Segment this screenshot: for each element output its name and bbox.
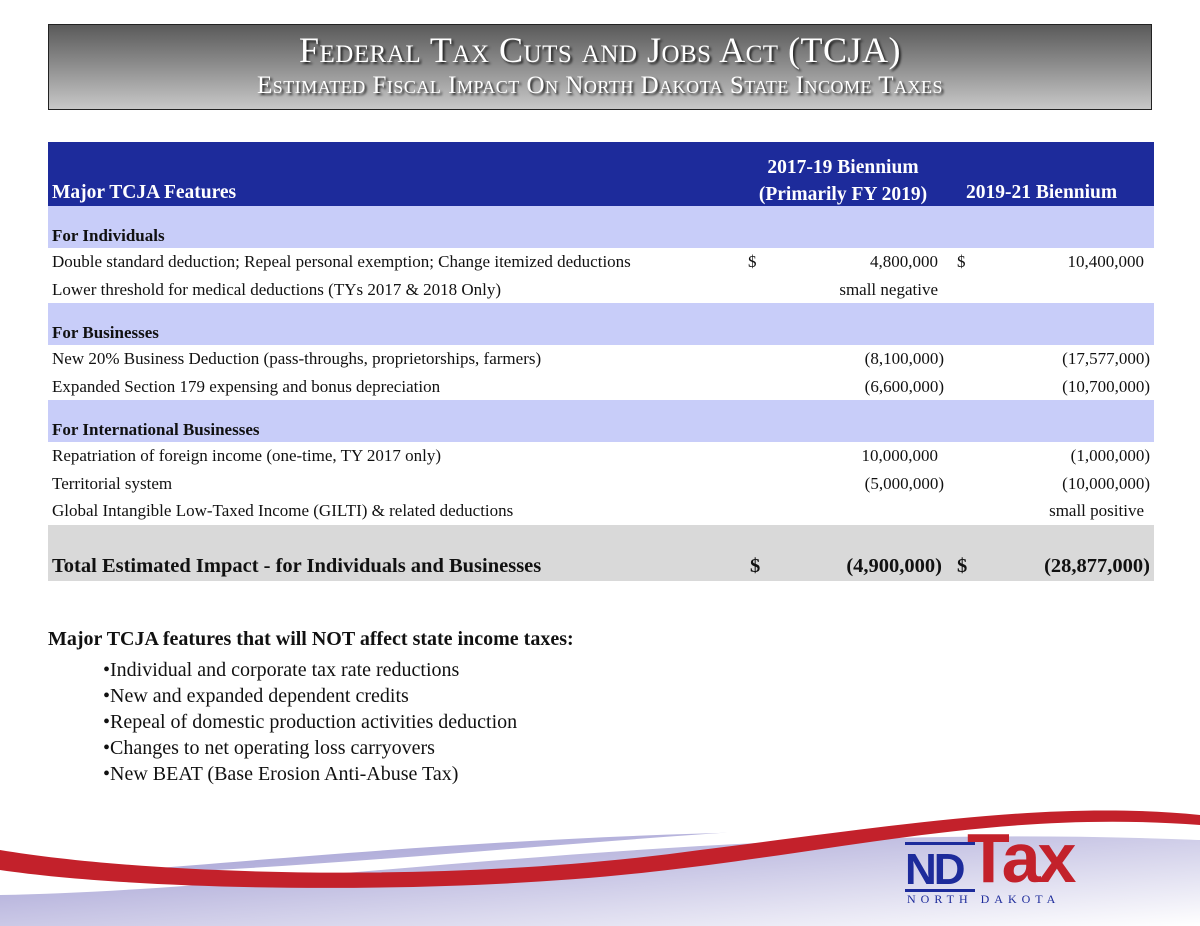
header-2017-19-line2: (Primarily FY 2019) [758,184,928,205]
table-row [48,497,1154,525]
row-label: Global Intangible Low-Taxed Income (GILTI) & related deductions [52,501,514,520]
header-2017-19 [748,154,938,208]
impact-table [48,142,1154,581]
row-label: Territorial system [52,473,173,493]
table-row [48,276,1154,304]
total-2019-21: (28,877,000) [1044,554,1150,577]
total-label: Total Estimated Impact - for Individuals and Businesses [52,554,542,577]
value-2017-19: (5,000,000) [864,473,944,493]
row-label: Repatriation of foreign income (one-time, TY 2017 only) [52,446,442,465]
section-individuals [48,206,1154,248]
header-2017-19-line1: 2017-19 Biennium [767,157,919,178]
value-2019-21: (1,000,000) [1070,446,1150,465]
section-international [48,400,1154,442]
list-item: • Changes to net operating loss carryovers [103,735,574,761]
section-title: For International Businesses [52,420,260,439]
title-banner [48,24,1152,110]
nd-tax-logo [905,819,1074,910]
value-2017-19: 4,800,000 [870,252,938,271]
value-2017-19: (8,100,000) [864,349,944,368]
dollar-sign: $ [748,252,757,271]
total-2017-19: (4,900,000) [846,554,942,577]
logo-tax-text: Tax [967,819,1074,897]
value-2019-21: (10,700,000) [1062,376,1150,396]
value-2019-21: (10,000,000) [1062,473,1150,493]
row-label: Expanded Section 179 expensing and bonus depreciation [52,376,441,396]
value-2019-21: small positive [1049,501,1144,520]
value-2017-19: small negative [839,279,938,299]
total-row [48,525,1154,581]
value-2019-21: (17,577,000) [1062,349,1150,368]
table-header [48,142,1154,206]
notes-heading: Major TCJA features that will NOT affect state income taxes: [48,628,574,650]
section-businesses [48,303,1154,345]
table-row [48,373,1154,401]
value-2017-19: 10,000,000 [861,446,938,465]
dollar-sign: $ [957,554,968,577]
section-title: For Individuals [52,226,165,245]
dollar-sign: $ [750,554,761,577]
value-2019-21: 10,400,000 [1067,252,1144,271]
page-subtitle: Estimated Fiscal Impact On North Dakota State Income Taxes [256,72,944,99]
row-label: Double standard deduction; Repeal personal exemption; Change itemized deductions [52,252,631,271]
table-row [48,442,1154,470]
dollar-sign: $ [957,252,966,271]
list-item: • Individual and corporate tax rate reductions [103,657,574,683]
row-label: Lower threshold for medical deductions (TYs 2017 & 2018 Only) [52,279,501,299]
value-2017-19: (6,600,000) [864,376,944,396]
list-item: • Repeal of domestic production activities deduction [103,709,574,735]
header-2019-21: 2019-21 Biennium [966,182,1118,203]
page-title: Federal Tax Cuts and Jobs Act (TCJA) [298,30,902,70]
list-item: • New and expanded dependent credits [103,683,574,709]
table-row [48,345,1154,373]
table-row [48,470,1154,498]
section-title: For Businesses [52,323,159,342]
row-label: New 20% Business Deduction (pass-throughs, proprietorships, farmers) [52,349,542,368]
table-row [48,248,1154,276]
unaffected-features [48,628,574,787]
logo-nd-text: ND [905,842,975,892]
notes-list [48,657,574,787]
logo-subtitle: NORTH DAKOTA [907,892,1061,906]
header-features: Major TCJA Features [52,182,237,203]
list-item: • New BEAT (Base Erosion Anti-Abuse Tax) [103,761,574,787]
